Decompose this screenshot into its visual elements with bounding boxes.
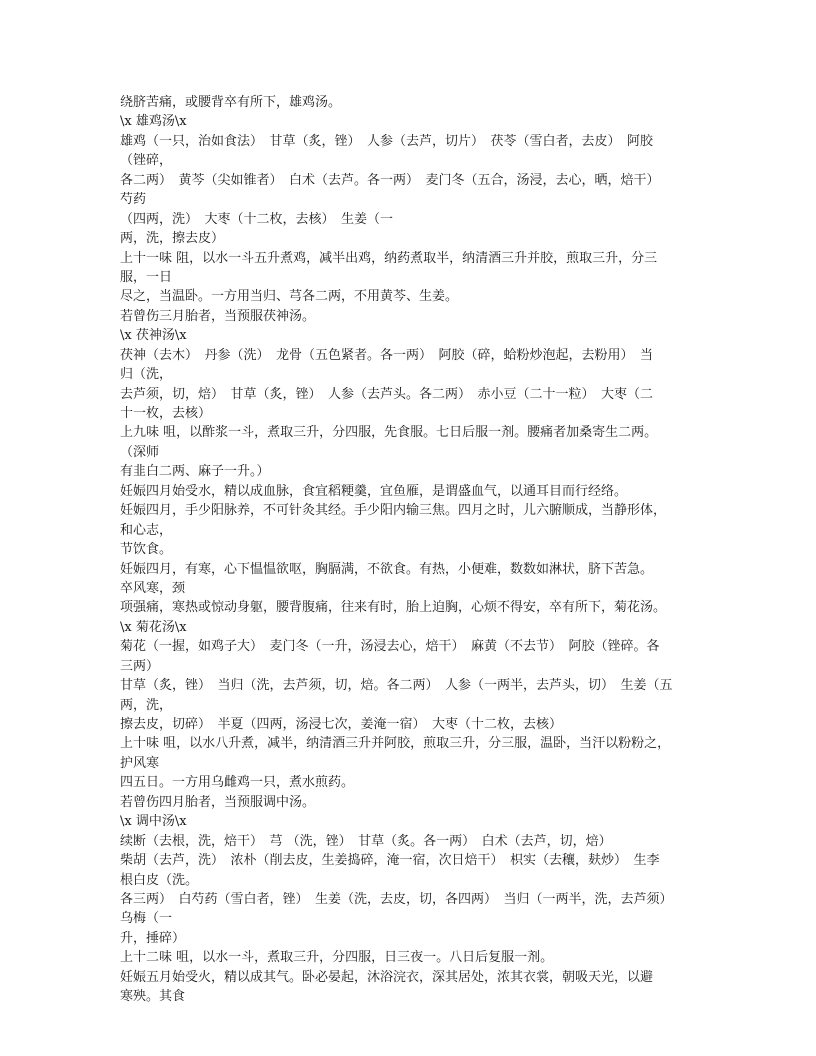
- text-line: 菊花（一握，如鸡子大） 麦门冬（一升，汤浸去心，焙干） 麻黄（不去节） 阿胶（锉碎。各: [120, 639, 660, 655]
- text-line: 四五日。一方用乌雌鸡一只，煮水煎药。: [120, 775, 355, 791]
- text-line: 项强痛，寒热或惊动身躯，腰背腹痛，往来有时，胎上迫胸，心烦不得安，卒有所下，菊花汤。: [120, 600, 667, 616]
- text-line: 卒风寒，颈: [120, 580, 186, 596]
- text-line: 上十二味 咀，以水一斗，煮取三升，分四服，日三夜一。八日后复服一剂。: [120, 950, 554, 966]
- text-line: 去芦须，切，焙） 甘草（炙，锉） 人参（去芦头。各二两） 赤小豆（二十一粒） 大枣（二: [120, 386, 654, 402]
- text-line: 若曾伤三月胎者，当预服茯神汤。: [120, 308, 316, 324]
- text-line: 续断（去根，洗，焙干） 芎 （洗，锉） 甘草（炙。各一两） 白术（去芦，切，焙）: [120, 833, 612, 849]
- text-line: 护风寒: [120, 755, 160, 771]
- text-line: （深师: [120, 444, 160, 460]
- text-line: 寒殃。其食: [120, 989, 186, 1005]
- text-line: 甘草（炙，锉） 当归（洗，去芦须，切，焙。各二两） 人参（一两半，去芦头，切） 生姜（五: [120, 678, 673, 694]
- text-line: 芍药: [120, 192, 147, 208]
- text-line: 各二两） 黄芩（尖如锥者） 白术（去芦。各一两） 麦门冬（五合，汤浸，去心，晒，焙干）: [120, 172, 660, 188]
- text-line: 绕脐苦痛，或腰背卒有所下，雄鸡汤。: [120, 95, 342, 110]
- text-line: 乌梅（一: [120, 911, 173, 927]
- text-line: 归（洗，: [120, 367, 173, 383]
- text-line: （锉碎，: [120, 153, 173, 169]
- section-heading: \x 茯神汤\x: [120, 328, 187, 344]
- text-line: 尽之，当温卧。一方用当归、芎各二两，不用黄芩、生姜。: [120, 289, 459, 305]
- text-line: 上九味 咀，以酢浆一斗，煮取三升，分四服，先食服。七日后服一剂。腰痛者加桑寄生二两。: [120, 425, 658, 441]
- text-line: 茯神（去木） 丹参（洗） 龙骨（五色紧者。各一两） 阿胶（碎，蛤粉炒泡起，去粉用） 当: [120, 347, 654, 363]
- text-line: 雄鸡（一只，治如食法） 甘草（炙，锉） 人参（去芦，切片） 茯苓（雪白者，去皮） 阿胶: [120, 133, 654, 149]
- text-line: 若曾伤四月胎者，当预服调中汤。: [120, 794, 316, 810]
- text-line: 上十一味 阻，以水一斗五升煮鸡，减半出鸡，纳药煮取半，纳清酒三升并胶，煎取三升，分三: [120, 250, 658, 266]
- text-line: 各三两） 白芍药（雪白者，锉） 生姜（洗，去皮，切，各四两） 当归（一两半，洗，去芦须）: [120, 891, 673, 907]
- text-line: 上十味 咀，以水八升煮，减半，纳清酒三升并阿胶，煎取三升，分三服，温卧，当汗以粉粉之，: [120, 736, 671, 752]
- section-heading: \x 雄鸡汤\x: [120, 114, 187, 130]
- text-line: （四两，洗） 大枣（十二枚，去核） 生姜（一: [120, 211, 394, 227]
- text-line: 妊娠四月，手少阳脉养，不可针灸其经。手少阳内输三焦。四月之时，儿六腑顺成，当静形体，: [120, 503, 667, 519]
- text-line: 和心志，: [120, 522, 173, 538]
- text-line: 擦去皮，切碎） 半夏（四两，汤浸七次，姜淹一宿） 大枣（十二枚，去核）: [120, 717, 563, 732]
- document-page: [120, 93, 700, 1007]
- text-line: 妊娠四月，有寒，心下愠愠欲呕，胸膈满，不欲食。有热，小便难，数数如淋状，脐下苦急。: [120, 561, 654, 577]
- text-line: 节饮食。: [120, 542, 173, 558]
- text-line: 三两）: [120, 658, 160, 674]
- section-heading: \x 调中汤\x: [120, 814, 187, 830]
- text-line: 妊娠五月始受火，精以成其气。卧必晏起，沐浴浣衣，深其居处，浓其衣裳，朝吸天光，以避: [120, 969, 654, 985]
- text-line: 有韭白二两、麻子一升。）: [120, 464, 270, 480]
- text-line: 根白皮（洗。: [120, 872, 199, 888]
- text-line: 十一枚，去核）: [120, 406, 212, 421]
- text-line: 两，洗，: [120, 697, 173, 713]
- text-line: 妊娠四月始受水，精以成血脉，食宜稻粳羹，宜鱼雁，是谓盛血气，以通耳目而行经络。: [120, 483, 628, 499]
- text-line: 柴胡（去芦，洗） 浓朴（削去皮，生姜捣碎，淹一宿，次日焙干） 枳实（去穰，麸炒） 生李: [120, 853, 660, 869]
- text-line: 服，一日: [120, 269, 173, 285]
- text-line: 两，洗，擦去皮）: [120, 231, 225, 247]
- text-line: 升，捶碎）: [120, 930, 186, 946]
- section-heading: \x 菊花汤\x: [120, 619, 187, 635]
